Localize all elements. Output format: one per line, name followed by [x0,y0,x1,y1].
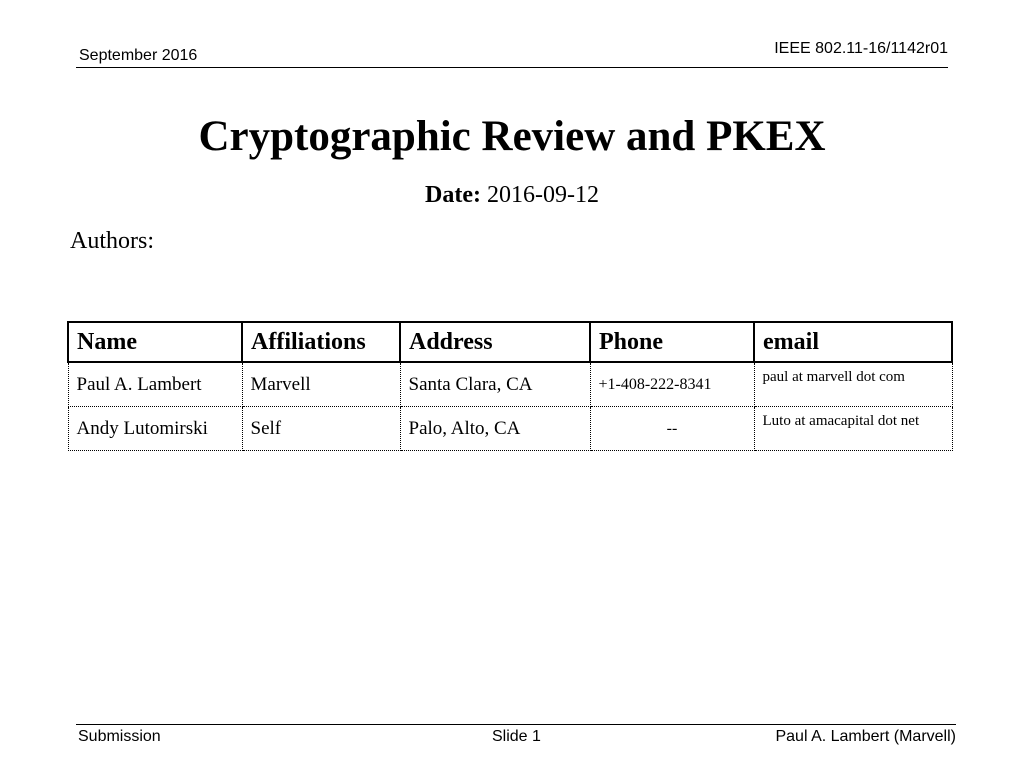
author-phone: +1-408-222-8341 [590,362,754,407]
header-date: September 2016 [79,47,198,64]
author-phone: -- [590,407,754,451]
footer-author: Paul A. Lambert (Marvell) [775,728,956,745]
table-header-row [68,322,952,362]
column-header-address: Address [400,322,590,362]
header-document-id: IEEE 802.11-16/1142r01 [774,40,948,57]
column-header-name: Name [68,322,242,362]
footer-submission: Submission [78,728,161,745]
author-address: Palo, Alto, CA [400,407,590,451]
table-row [68,407,952,451]
footer-divider [76,724,956,725]
authors-label: Authors: [70,228,154,254]
author-affiliation: Marvell [242,362,400,407]
date-value: 2016-09-12 [486,182,599,208]
column-header-phone: Phone [590,322,754,362]
authors-table [67,321,953,451]
slide-title: Cryptographic Review and PKEX [198,113,826,160]
column-header-email: email [754,322,952,362]
header-divider [76,67,948,68]
author-address: Santa Clara, CA [400,362,590,407]
footer-slide-number: Slide 1 [492,728,541,745]
slide-date [0,182,1024,209]
author-name: Paul A. Lambert [68,362,242,407]
author-email: Luto at amacapital dot net [754,407,952,451]
date-label: Date: [425,182,481,208]
author-affiliation: Self [242,407,400,451]
author-name: Andy Lutomirski [68,407,242,451]
author-email: paul at marvell dot com [754,362,952,407]
table-row [68,362,952,407]
column-header-affiliations: Affiliations [242,322,400,362]
